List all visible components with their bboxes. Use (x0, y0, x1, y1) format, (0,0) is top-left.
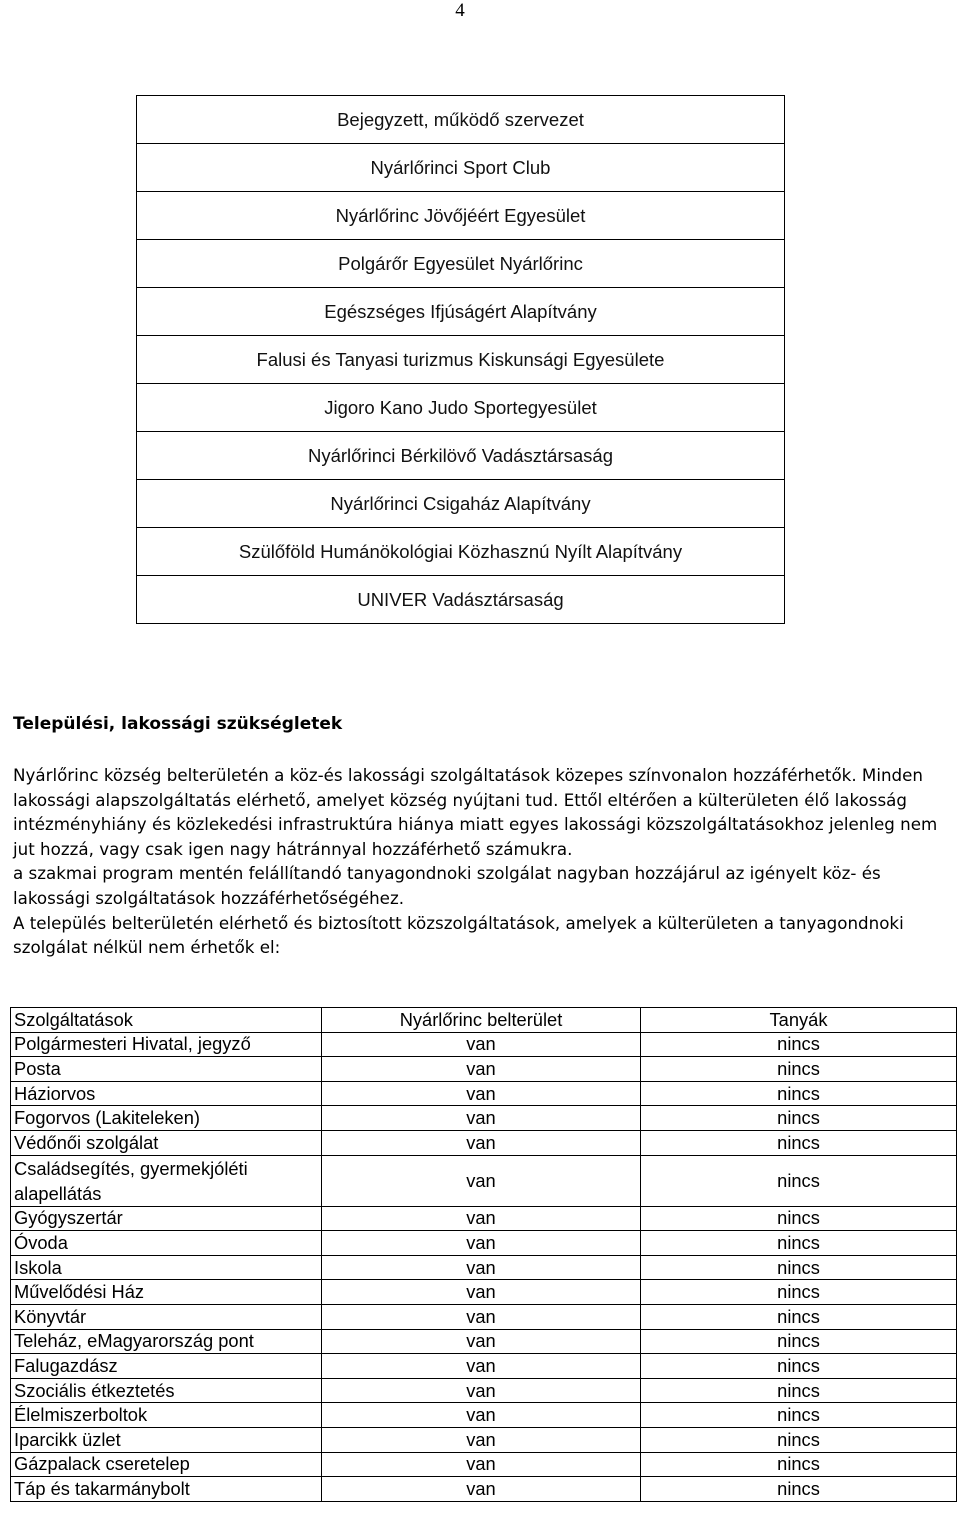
table-row (11, 1304, 957, 1329)
farmstead-availability: nincs (641, 1452, 957, 1477)
service-name: Védőnői szolgálat (11, 1130, 322, 1155)
farmstead-availability: nincs (641, 1280, 957, 1305)
table-row (11, 1231, 957, 1256)
farmstead-availability: nincs (641, 1130, 957, 1155)
village-availability: van (322, 1329, 641, 1354)
service-name: Szociális étkeztetés (11, 1378, 322, 1403)
village-availability: van (322, 1255, 641, 1280)
table-row (11, 1057, 957, 1082)
farmstead-availability: nincs (641, 1206, 957, 1231)
section-title: Települési, lakossági szükségletek (13, 714, 343, 734)
organization-name: UNIVER Vadásztársaság (137, 576, 785, 624)
organization-name: Nyárlőrinci Sport Club (137, 144, 785, 192)
service-name: Falugazdász (11, 1354, 322, 1379)
organizations-header: Bejegyzett, működő szervezet (137, 96, 785, 144)
village-availability: van (322, 1231, 641, 1256)
table-header-row (11, 1008, 957, 1033)
column-header: Nyárlőrinc belterület (322, 1008, 641, 1033)
table-row (11, 1427, 957, 1452)
farmstead-availability: nincs (641, 1427, 957, 1452)
organization-name: Falusi és Tanyasi turizmus Kiskunsági Egyesülete (137, 336, 785, 384)
organization-name: Jigoro Kano Judo Sportegyesület (137, 384, 785, 432)
farmstead-availability: nincs (641, 1304, 957, 1329)
service-name: Iparcikk üzlet (11, 1427, 322, 1452)
service-name: Posta (11, 1057, 322, 1082)
organization-name: Szülőföld Humánökológiai Közhasznú Nyílt Alapítvány (137, 528, 785, 576)
column-header: Tanyák (641, 1008, 957, 1033)
table-row (137, 480, 785, 528)
farmstead-availability: nincs (641, 1106, 957, 1131)
table-row (11, 1329, 957, 1354)
service-name: Családsegítés, gyermekjóléti alapellátás (11, 1155, 322, 1206)
service-name: Fogorvos (Lakiteleken) (11, 1106, 322, 1131)
paragraph: Nyárlőrinc község belterületén a köz-és lakossági szolgáltatások közepes színvonalon hozzáférhetők. Minden lakossági alapszolgáltatás elérhető, amelyet község nyújtani tud. Ettől eltérően a külterületen élő lakosság intézményhiány és közlekedési infrastruktúra hiánya miatt egyes lakossági közszolgáltatásokhoz jelenleg nem jut hozzá, vagy csak igen nagy hátránnyal hozzáférhető számukra. (13, 765, 938, 859)
page-number: 4 (455, 0, 465, 21)
village-availability: van (322, 1130, 641, 1155)
service-name: Táp és takarmánybolt (11, 1477, 322, 1502)
farmstead-availability: nincs (641, 1231, 957, 1256)
farmstead-availability: nincs (641, 1081, 957, 1106)
table-row (137, 384, 785, 432)
village-availability: van (322, 1081, 641, 1106)
farmstead-availability: nincs (641, 1032, 957, 1057)
service-name: Művelődési Ház (11, 1280, 322, 1305)
table-row (11, 1032, 957, 1057)
service-name: Gyógyszertár (11, 1206, 322, 1231)
farmstead-availability: nincs (641, 1255, 957, 1280)
service-name: Háziorvos (11, 1081, 322, 1106)
service-name: Könyvtár (11, 1304, 322, 1329)
organization-name: Nyárlőrinc Jövőjéért Egyesület (137, 192, 785, 240)
organizations-table (136, 95, 785, 624)
village-availability: van (322, 1032, 641, 1057)
village-availability: van (322, 1477, 641, 1502)
table-row (137, 240, 785, 288)
table-row (137, 432, 785, 480)
table-row (11, 1155, 957, 1206)
table-row (11, 1130, 957, 1155)
service-name: Iskola (11, 1255, 322, 1280)
table-row (11, 1280, 957, 1305)
service-name: Teleház, eMagyarország pont (11, 1329, 322, 1354)
table-row (137, 96, 785, 144)
section-body (13, 763, 938, 960)
service-name: Óvoda (11, 1231, 322, 1256)
paragraph: a szakmai program mentén felállítandó tanyagondnoki szolgálat nagyban hozzájárul az igényelt köz- és lakossági szolgáltatások hozzáférhetőségéhez. (13, 863, 881, 908)
service-name: Élelmiszerboltok (11, 1403, 322, 1428)
village-availability: van (322, 1155, 641, 1206)
village-availability: van (322, 1057, 641, 1082)
services-table (10, 1007, 957, 1502)
service-name: Polgármesteri Hivatal, jegyző (11, 1032, 322, 1057)
table-row (11, 1477, 957, 1502)
farmstead-availability: nincs (641, 1403, 957, 1428)
village-availability: van (322, 1354, 641, 1379)
village-availability: van (322, 1378, 641, 1403)
table-row (137, 288, 785, 336)
farmstead-availability: nincs (641, 1477, 957, 1502)
farmstead-availability: nincs (641, 1378, 957, 1403)
organization-name: Polgárőr Egyesület Nyárlőrinc (137, 240, 785, 288)
village-availability: van (322, 1280, 641, 1305)
organization-name: Egészséges Ifjúságért Alapítvány (137, 288, 785, 336)
table-row (137, 144, 785, 192)
table-row (11, 1452, 957, 1477)
farmstead-availability: nincs (641, 1354, 957, 1379)
organization-name: Nyárlőrinci Bérkilövő Vadásztársaság (137, 432, 785, 480)
table-row (11, 1354, 957, 1379)
table-row (11, 1255, 957, 1280)
table-row (137, 576, 785, 624)
farmstead-availability: nincs (641, 1329, 957, 1354)
table-row (11, 1106, 957, 1131)
farmstead-availability: nincs (641, 1057, 957, 1082)
column-header: Szolgáltatások (11, 1008, 322, 1033)
village-availability: van (322, 1452, 641, 1477)
village-availability: van (322, 1206, 641, 1231)
village-availability: van (322, 1304, 641, 1329)
village-availability: van (322, 1106, 641, 1131)
organization-name: Nyárlőrinci Csigaház Alapítvány (137, 480, 785, 528)
table-row (137, 336, 785, 384)
paragraph: A település belterületén elérhető és biztosított közszolgáltatások, amelyek a külterületen a tanyagondnoki szolgálat nélkül nem érhetők el: (13, 912, 904, 958)
table-row (137, 192, 785, 240)
farmstead-availability: nincs (641, 1155, 957, 1206)
table-row (11, 1378, 957, 1403)
table-row (11, 1081, 957, 1106)
table-row (11, 1206, 957, 1231)
service-name: Gázpalack cseretelep (11, 1452, 322, 1477)
table-row (11, 1403, 957, 1428)
village-availability: van (322, 1427, 641, 1452)
table-row (137, 528, 785, 576)
village-availability: van (322, 1403, 641, 1428)
